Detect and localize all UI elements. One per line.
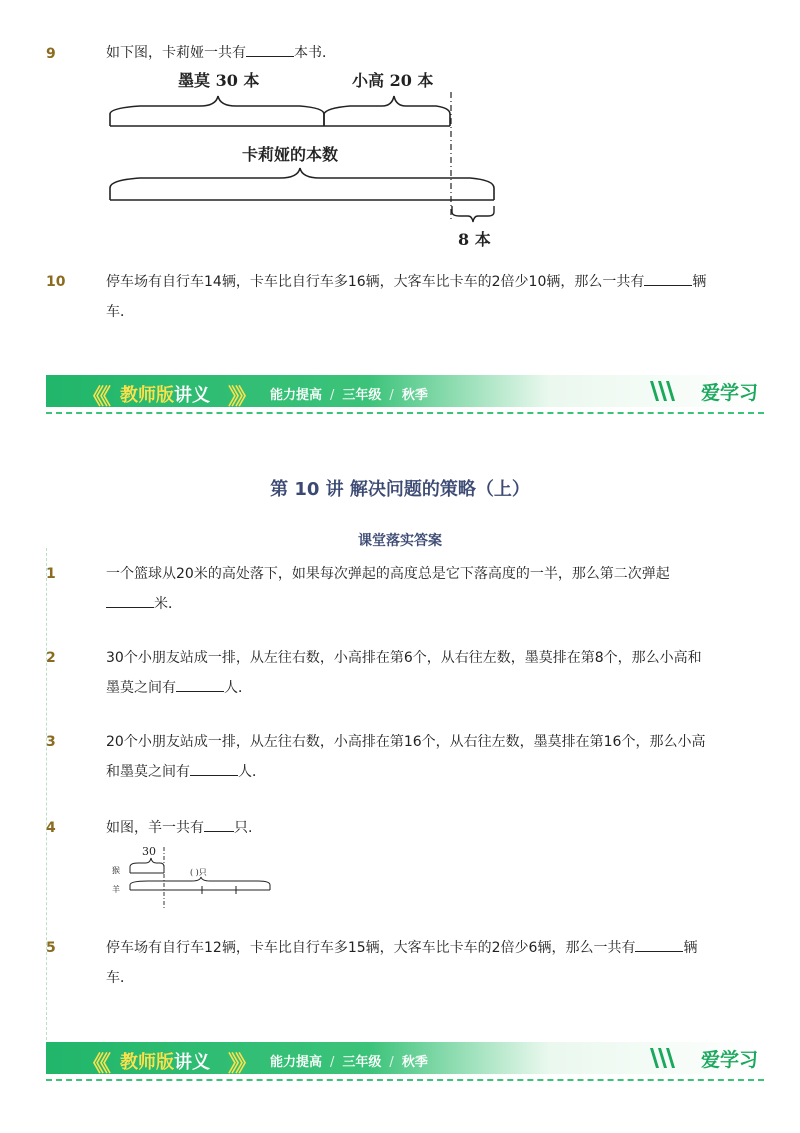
- label-30: 30: [142, 845, 156, 858]
- banner-title: [120, 1048, 210, 1074]
- banner-breadcrumb: [270, 1051, 428, 1070]
- question-text-before: 一个篮球从20米的高处落下，如果每次弹起的高度总是它下落高度的一半，那么第二次弹起: [106, 566, 670, 582]
- question-number: 10: [46, 274, 66, 290]
- brace-30: [130, 858, 164, 873]
- question-text-after: 本书．: [294, 45, 336, 61]
- label-paren: ( )只: [190, 868, 207, 877]
- question-text-after: 只.: [234, 820, 253, 836]
- crumb-separator: /: [389, 1055, 394, 1070]
- question-text-before: 停车场有自行车14辆，卡车比自行车多16辆，大客车比卡车的2倍少10辆，那么一共有: [106, 274, 645, 290]
- answer-blank[interactable]: [644, 271, 692, 286]
- question-text: [106, 933, 726, 993]
- crumb-separator: /: [389, 388, 394, 403]
- label-moying: 墨莫 30 本: [178, 71, 260, 90]
- question-text-line2: 车．: [106, 304, 134, 320]
- question-text: [106, 267, 746, 327]
- answer-blank[interactable]: [190, 761, 238, 776]
- book-diagram: [100, 64, 520, 254]
- banner-title-a: 教师版: [120, 1052, 174, 1073]
- xiaogao-brace: [324, 96, 450, 126]
- crumb-separator: /: [330, 388, 335, 403]
- banner-title-b: 讲义: [174, 385, 210, 406]
- question-text: [106, 727, 726, 787]
- question-text-before: 20个小朋友站成一排，从左往右数，小高排在第16个，从右往左数，墨莫排在第16个，那么小高: [106, 734, 706, 750]
- question-number: 1: [46, 566, 56, 582]
- brand-logo-text: 爱学习: [700, 382, 758, 404]
- section-title: 课堂落实答案: [358, 533, 442, 549]
- label-sheep: 羊: [112, 885, 120, 894]
- question-text: [106, 643, 726, 703]
- brand-logo-icon: [648, 379, 680, 403]
- question-number: 5: [46, 940, 56, 956]
- question-text-before: 如下图，卡莉娅一共有: [106, 45, 246, 61]
- question-text: [106, 813, 726, 843]
- question-number: 4: [46, 820, 56, 836]
- question-number: 2: [46, 650, 56, 666]
- brand-logo-text: 爱学习: [700, 1049, 758, 1071]
- crumb-level: 能力提高: [270, 388, 323, 403]
- question-text: [106, 559, 706, 619]
- crumb-separator: /: [330, 1055, 335, 1070]
- question-text-before: 如图，羊一共有: [106, 820, 204, 836]
- question-text-after: 辆: [683, 940, 698, 956]
- crumb-season: 秋季: [401, 388, 428, 403]
- crumb-grade: 三年级: [342, 388, 382, 403]
- question-text-after: 人．: [224, 680, 252, 696]
- question-text-line2: 和墨莫之间有: [106, 764, 190, 780]
- label-xiaogao: 小高 20 本: [352, 71, 434, 90]
- banner-title: [120, 381, 210, 407]
- lecture-title: 第 10 讲 解决问题的策略（上）: [270, 479, 530, 500]
- question-text-line2: 车．: [106, 970, 134, 986]
- banner-dash: [46, 1079, 764, 1081]
- diff-bracket: [452, 206, 494, 222]
- crumb-season: 秋季: [401, 1055, 428, 1070]
- kalia-brace: [110, 168, 494, 200]
- sheep-diagram: [108, 843, 278, 913]
- banner-title-b: 讲义: [174, 1052, 210, 1073]
- answer-blank[interactable]: [204, 817, 234, 832]
- label-cattle: 猴: [112, 866, 120, 875]
- sheep-brace: [130, 877, 270, 890]
- crumb-grade: 三年级: [342, 1055, 382, 1070]
- question-number: 9: [46, 46, 56, 62]
- question-text-after: 辆: [692, 274, 707, 290]
- label-kalia: 卡莉娅的本数: [242, 145, 339, 164]
- footer-banner: [46, 1042, 764, 1084]
- answer-blank[interactable]: [106, 593, 154, 608]
- question-text-line2: 墨莫之间有: [106, 680, 176, 696]
- answer-blank[interactable]: [635, 937, 683, 952]
- banner-breadcrumb: [270, 384, 428, 403]
- brand-logo-icon: [648, 1046, 680, 1070]
- question-text-after: 人．: [238, 764, 266, 780]
- banner-title-a: 教师版: [120, 385, 174, 406]
- answer-blank[interactable]: [246, 42, 294, 57]
- question-number: 3: [46, 734, 56, 750]
- banner-dash: [46, 412, 764, 414]
- chevrons-left-icon: 《《: [82, 1052, 108, 1077]
- answer-blank[interactable]: [176, 677, 224, 692]
- label-diff: 8 本: [458, 230, 491, 249]
- header-banner: [46, 375, 764, 417]
- chevrons-left-icon: 《《: [82, 385, 108, 410]
- moying-brace: [110, 96, 324, 126]
- question-text-after: 米．: [154, 596, 182, 612]
- chevrons-right-icon: 》》: [228, 385, 254, 410]
- chevrons-right-icon: 》》: [228, 1052, 254, 1077]
- question-text-before: 停车场有自行车12辆，卡车比自行车多15辆，大客车比卡车的2倍少6辆，那么一共有: [106, 940, 636, 956]
- crumb-level: 能力提高: [270, 1055, 323, 1070]
- question-text-before: 30个小朋友站成一排，从左往右数，小高排在第6个，从右往左数，墨莫排在第8个，那么小高和: [106, 650, 702, 666]
- margin-dash: [46, 548, 47, 1040]
